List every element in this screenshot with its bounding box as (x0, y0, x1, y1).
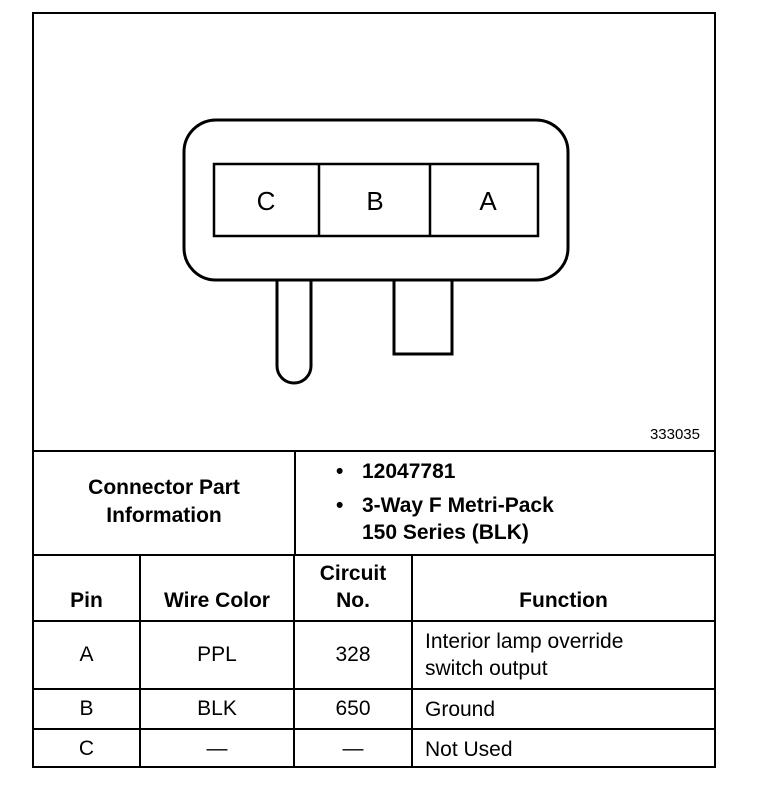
part-info-label-line2: Information (106, 504, 222, 527)
part-info-label (34, 450, 296, 554)
function-cell: Interior lamp override switch output (412, 621, 714, 689)
connector-diagram (34, 14, 714, 452)
header-circuit-no: Circuit No. (294, 554, 412, 621)
wire-color-cell: BLK (140, 689, 294, 729)
function-cell: Not Used (412, 729, 714, 768)
part-number: 12047781 (362, 460, 456, 483)
connector-frame (32, 12, 716, 768)
part-description-line1: 3-Way F Metri-Pack (362, 494, 554, 517)
function-cell: Ground (412, 689, 714, 729)
figure-id: 333035 (649, 426, 700, 443)
circuit-cell: 328 (294, 621, 412, 689)
table-row (34, 689, 714, 729)
cavity-label-a: A (479, 186, 497, 216)
connector-drawing (34, 14, 714, 450)
bullet-icon: • (336, 494, 344, 517)
table-row (34, 621, 714, 689)
part-description-line2: 150 Series (BLK) (362, 521, 529, 544)
wire-color-cell: PPL (140, 621, 294, 689)
pin-cell: A (34, 621, 140, 689)
key-tab (394, 280, 452, 354)
table-row (34, 729, 714, 768)
part-info-label-line1: Connector Part (88, 476, 240, 499)
header-function: Function (412, 554, 714, 621)
header-pin: Pin (34, 554, 140, 621)
latch-tab (277, 280, 311, 383)
table-header-row (34, 554, 714, 621)
wire-color-cell: — (140, 729, 294, 768)
header-wire-color: Wire Color (140, 554, 294, 621)
cavity-label-c: C (256, 186, 276, 216)
circuit-cell: 650 (294, 689, 412, 729)
pin-cell: C (34, 729, 140, 768)
circuit-cell: — (294, 729, 412, 768)
pin-cell: B (34, 689, 140, 729)
cavity-label-b: B (366, 186, 384, 216)
connector-part-info (34, 450, 714, 556)
bullet-icon: • (336, 460, 344, 483)
part-info-values (296, 450, 714, 554)
pinout-table (34, 554, 714, 768)
